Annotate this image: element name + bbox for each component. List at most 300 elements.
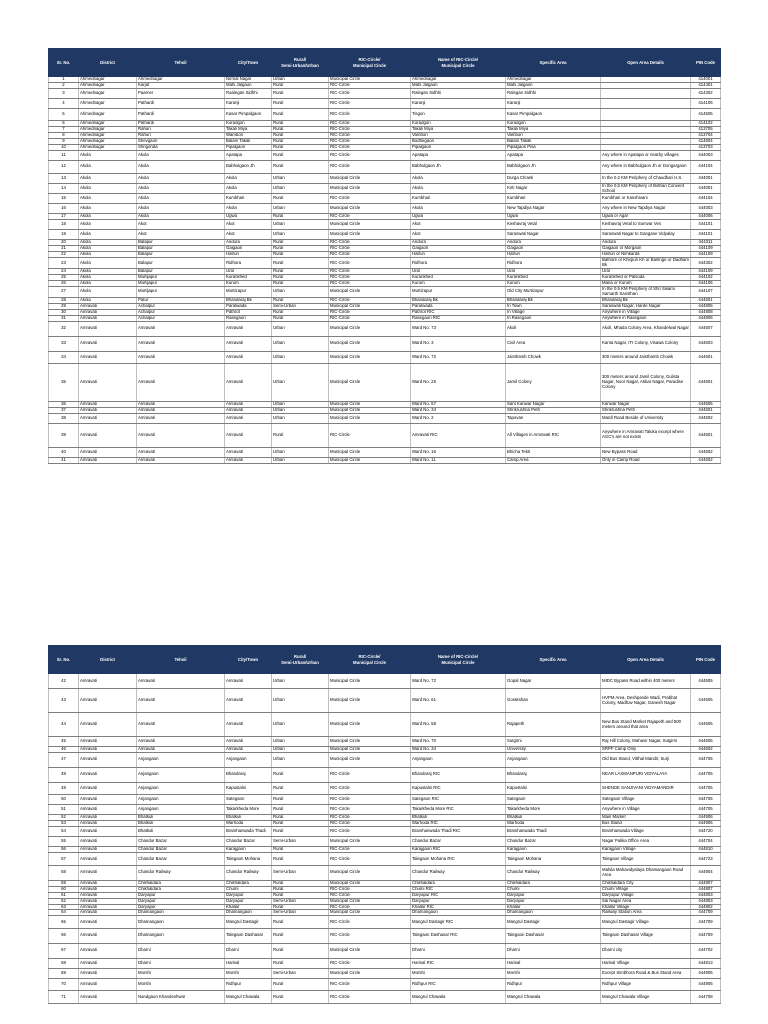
cell-tehsil: Chandur Bazar (137, 837, 225, 847)
cell-specific-area: Camp Area (506, 457, 601, 463)
cell-district: Ahmednagar (79, 145, 137, 151)
cell-circle-name: Karajgaon RIC (411, 847, 506, 853)
cell-area-type: Rural (272, 139, 329, 145)
cell-city-town: Kasar Pimpalgaon (225, 108, 272, 121)
cell-area-type: Urban (272, 447, 329, 457)
cell-district: Akola (79, 230, 137, 240)
cell-pin-code: 444708 (691, 991, 721, 1004)
cell-specific-area: Bhatkuli (506, 815, 601, 821)
cell-circle-name: Karanji (411, 98, 506, 108)
cell-pin-code: 444601 (691, 407, 721, 413)
cell-district: Amravati (79, 752, 137, 767)
cell-circle-type: Municipal Circle (329, 77, 411, 83)
cell-city-town: Murtizapur (225, 286, 272, 297)
cell-circle-name: Harisal RIC (411, 958, 506, 968)
cell-city-town: Takarkheda More (225, 805, 272, 815)
cell-district: Amravati (79, 916, 137, 929)
cell-specific-area: Daryapur (506, 898, 601, 904)
cell-area-type: Rural (272, 121, 329, 127)
cell-circle-name: Ural (411, 269, 506, 275)
cell-specific-area: Hatrun (506, 252, 601, 258)
open-area-table-1 (48, 48, 721, 464)
cell-pin-code: 444705 (691, 767, 721, 782)
cell-specific-area: Kumbhari (506, 194, 601, 204)
cell-pin-code: 444106 (691, 280, 721, 286)
cell-pin-code: 444605 (691, 689, 721, 713)
cell-circle-name: Daryapur RIC (411, 892, 506, 898)
cell-circle-name: Mangrul Chawala (411, 991, 506, 1004)
cell-city-town: Rasegaon (225, 315, 272, 321)
cell-open-area-details: Chumi Village (601, 886, 691, 892)
cell-sr-no: 26 (49, 280, 79, 286)
cell-specific-area: Chandur Bazar (506, 837, 601, 847)
cell-pin-code: 444702 (691, 943, 721, 958)
cell-tehsil: Amravati (137, 457, 225, 463)
cell-specific-area: Ural (506, 269, 601, 275)
cell-circle-name: Kapustalni RIC (411, 782, 506, 795)
cell-specific-area: Chikhaldara (506, 880, 601, 886)
cell-circle-name: Ward No. 25 (411, 364, 506, 402)
table-row (49, 782, 721, 795)
table-row (49, 364, 721, 402)
cell-circle-name: Ridhpur RIC (411, 978, 506, 991)
cell-specific-area: Karanji (506, 98, 601, 108)
cell-city-town: Dhamangaon (225, 910, 272, 916)
cell-tehsil: Shrigonda (137, 145, 225, 151)
cell-circle-name: Pipalgaon (411, 145, 506, 151)
cell-area-type: Urban (272, 321, 329, 336)
cell-circle-type: RIC-Circle (329, 145, 411, 151)
cell-area-type: Urban (272, 183, 329, 194)
cell-area-type: Semi-Urban (272, 303, 329, 309)
cell-tehsil: Amravati (137, 351, 225, 364)
cell-pin-code: 444001 (691, 173, 721, 183)
cell-open-area-details: Any where in Apatapa or nearby villages (601, 151, 691, 161)
cell-tehsil: Amravati (137, 737, 225, 747)
cell-circle-type: Municipal Circle (329, 336, 411, 351)
cell-tehsil: Chandur Bazar (137, 853, 225, 866)
cell-tehsil: Amravati (137, 402, 225, 408)
cell-city-town: Amravati (225, 407, 272, 413)
cell-circle-name: Kumbhari (411, 194, 506, 204)
cell-sr-no: 32 (49, 321, 79, 336)
cell-pin-code: 444723 (691, 853, 721, 866)
cell-tehsil: Rahuri (137, 133, 225, 139)
cell-area-type: Rural (272, 258, 329, 269)
col-header-city-town: City/Town (225, 49, 272, 77)
cell-open-area-details: Bus Stand (601, 821, 691, 827)
cell-district: Ahmednagar (79, 82, 137, 88)
cell-sr-no: 58 (49, 865, 79, 880)
cell-pin-code: 444806 (691, 303, 721, 309)
cell-district: Amravati (79, 674, 137, 689)
cell-specific-area: Rajapeth (506, 713, 601, 737)
cell-circle-type: Municipal Circle (329, 713, 411, 737)
col-header-circle-type: RIC-Circle/ Municipal Circle (329, 49, 411, 77)
cell-city-town: Kapustalni (225, 782, 272, 795)
cell-open-area-details: Dharni city (601, 943, 691, 958)
table-row (49, 108, 721, 121)
cell-circle-type: RIC-Circle (329, 795, 411, 805)
cell-area-type: Rural (272, 161, 329, 174)
cell-circle-name: Kurankhed (411, 275, 506, 281)
cell-pin-code: 414106 (691, 98, 721, 108)
cell-pin-code: 444109 (691, 246, 721, 252)
cell-district: Amravati (79, 886, 137, 892)
cell-area-type: Rural (272, 958, 329, 968)
cell-area-type: Urban (272, 220, 329, 230)
table-row (49, 795, 721, 805)
cell-pin-code: 444101 (691, 220, 721, 230)
cell-circle-name: Amravati RIC (411, 423, 506, 447)
cell-circle-type: RIC-Circle (329, 98, 411, 108)
table-row (49, 258, 721, 269)
cell-sr-no: 65 (49, 916, 79, 929)
cell-district: Ahmednagar (79, 108, 137, 121)
cell-district: Akola (79, 258, 137, 269)
cell-specific-area: Durga Chowk (506, 173, 601, 183)
cell-area-type: Rural (272, 978, 329, 991)
cell-area-type: Rural (272, 928, 329, 943)
cell-city-town: Amravati (225, 447, 272, 457)
col-header-city-town: City/Town (225, 646, 272, 674)
cell-tehsil: Akola (137, 151, 225, 161)
cell-circle-type: RIC-Circle (329, 240, 411, 246)
cell-tehsil: Achalpur (137, 303, 225, 309)
cell-tehsil: Akola (137, 173, 225, 183)
cell-area-type: Rural (272, 795, 329, 805)
cell-sr-no: 4 (49, 98, 79, 108)
cell-area-type: Urban (272, 737, 329, 747)
cell-district: Amravati (79, 978, 137, 991)
cell-sr-no: 48 (49, 767, 79, 782)
cell-district: Akola (79, 204, 137, 214)
cell-circle-type: RIC-Circle (329, 315, 411, 321)
cell-sr-no: 14 (49, 183, 79, 194)
cell-tehsil: Karjat (137, 82, 225, 88)
cell-open-area-details: SHENDE SANJIVANI VIDYAMANDIR (601, 782, 691, 795)
table-row (49, 827, 721, 837)
cell-circle-type: Municipal Circle (329, 837, 411, 847)
cell-city-town: Kumbhari (225, 194, 272, 204)
table-row (49, 865, 721, 880)
cell-district: Amravati (79, 815, 137, 821)
cell-specific-area: Dharni (506, 943, 601, 958)
cell-area-type: Rural (272, 315, 329, 321)
cell-sr-no: 30 (49, 309, 79, 315)
cell-area-type: Rural (272, 98, 329, 108)
cell-sr-no: 18 (49, 220, 79, 230)
cell-city-town: Amravati (225, 747, 272, 753)
cell-sr-no: 25 (49, 275, 79, 281)
cell-circle-type: RIC-Circle (329, 782, 411, 795)
cell-city-town: Morshi (225, 968, 272, 978)
cell-district: Amravati (79, 892, 137, 898)
cell-pin-code: 444001 (691, 183, 721, 194)
table-row (49, 351, 721, 364)
cell-circle-name: Bhandaraj RIC (411, 767, 506, 782)
cell-area-type: Rural (272, 127, 329, 133)
cell-circle-type: RIC-Circle (329, 958, 411, 968)
cell-city-town: Chandur Railway (225, 865, 272, 880)
cell-open-area-details: In the 0.2 KM Periphery of Chaudhari H.S. (601, 173, 691, 183)
table-row (49, 968, 721, 978)
cell-circle-type: Municipal Circle (329, 752, 411, 767)
cell-circle-name: Akola (411, 173, 506, 183)
cell-sr-no: 27 (49, 286, 79, 297)
cell-circle-type: Municipal Circle (329, 364, 411, 402)
cell-city-town: Raalegan Sidhhi (225, 88, 272, 98)
cell-area-type: Rural (272, 892, 329, 898)
cell-area-type: Urban (272, 689, 329, 713)
cell-city-town: Amravati (225, 737, 272, 747)
cell-city-town: Amravati (225, 364, 272, 402)
cell-pin-code: 444709 (691, 916, 721, 929)
cell-sr-no: 19 (49, 230, 79, 240)
cell-open-area-details: Except Simbhora Road & Bus Stand Area (601, 968, 691, 978)
cell-circle-type: RIC-Circle (329, 133, 411, 139)
cell-district: Amravati (79, 303, 137, 309)
cell-circle-type: RIC-Circle (329, 246, 411, 252)
cell-pin-code: 444104 (691, 194, 721, 204)
table-row (49, 689, 721, 713)
cell-pin-code: 414505 (691, 108, 721, 121)
cell-pin-code: 444705 (691, 805, 721, 815)
cell-area-type: Semi-Urban (272, 898, 329, 904)
cell-circle-type: RIC-Circle (329, 108, 411, 121)
cell-district: Akola (79, 269, 137, 275)
cell-pin-code: 444603 (691, 336, 721, 351)
cell-specific-area: Takarkheda More (506, 805, 601, 815)
cell-city-town: Paratwada (225, 303, 272, 309)
table-row (49, 183, 721, 194)
open-area-table-2 (48, 645, 721, 1004)
cell-sr-no: 13 (49, 173, 79, 183)
cell-tehsil: Anjangaon (137, 805, 225, 815)
cell-sr-no: 36 (49, 402, 79, 408)
cell-city-town: Bhandaraj (225, 767, 272, 782)
cell-specific-area: Bhandaraj Bk (506, 297, 601, 303)
table-row (49, 204, 721, 214)
table-page-1 (48, 48, 720, 464)
cell-area-type: Rural (272, 280, 329, 286)
col-header-district: District (79, 49, 137, 77)
cell-circle-type: Municipal Circle (329, 183, 411, 194)
cell-circle-type: Municipal Circle (329, 898, 411, 904)
cell-sr-no: 34 (49, 351, 79, 364)
cell-district: Amravati (79, 991, 137, 1004)
cell-pin-code: 444904 (691, 865, 721, 880)
cell-pin-code: 444006 (691, 214, 721, 220)
col-header-circle-type: RIC-Circle/ Municipal Circle (329, 646, 411, 674)
cell-area-type: Urban (272, 407, 329, 413)
cell-specific-area: Ugwa (506, 214, 601, 220)
cell-district: Amravati (79, 847, 137, 853)
cell-pin-code: 444107 (691, 286, 721, 297)
cell-circle-name: Bhandaraj Bk (411, 297, 506, 303)
cell-sr-no: 71 (49, 991, 79, 1004)
cell-district: Ahmednagar (79, 98, 137, 108)
cell-circle-name: Sategaon RIC (411, 795, 506, 805)
table-row (49, 943, 721, 958)
cell-area-type: Urban (272, 402, 329, 408)
cell-specific-area: In Village (506, 309, 601, 315)
cell-district: Akola (79, 183, 137, 194)
cell-specific-area: Khallar (506, 904, 601, 910)
cell-sr-no: 20 (49, 240, 79, 246)
cell-open-area-details: MIDC Bypass Road within 400 meters (601, 674, 691, 689)
cell-open-area-details: Sategaon Village (601, 795, 691, 805)
cell-area-type: Rural (272, 827, 329, 837)
table-row (49, 88, 721, 98)
cell-district: Amravati (79, 795, 137, 805)
cell-sr-no: 61 (49, 892, 79, 898)
cell-sr-no: 50 (49, 795, 79, 805)
cell-tehsil: Amravati (137, 747, 225, 753)
cell-city-town: Amravati (225, 336, 272, 351)
cell-specific-area: In Town (506, 303, 601, 309)
cell-sr-no: 8 (49, 133, 79, 139)
cell-pin-code: 444705 (691, 752, 721, 767)
cell-sr-no: 47 (49, 752, 79, 767)
cell-circle-type: RIC-Circle (329, 280, 411, 286)
cell-open-area-details: Kanta Nagar, ITI Colony, Visawa Colony (601, 336, 691, 351)
cell-city-town: Ugwa (225, 214, 272, 220)
cell-sr-no: 57 (49, 853, 79, 866)
cell-circle-type: Municipal Circle (329, 910, 411, 916)
cell-district: Amravati (79, 782, 137, 795)
cell-pin-code: 444605 (691, 402, 721, 408)
table-header-row (49, 646, 721, 674)
cell-tehsil: Anjangaon (137, 767, 225, 782)
cell-area-type: Urban (272, 77, 329, 83)
table-row (49, 194, 721, 204)
cell-specific-area: Bhandaraj (506, 767, 601, 782)
cell-circle-type: Municipal Circle (329, 303, 411, 309)
cell-open-area-details: Keshavraj Vetal to Somvar Ves (601, 220, 691, 230)
cell-circle-type: Municipal Circle (329, 351, 411, 364)
cell-specific-area: Ridhora (506, 258, 601, 269)
cell-specific-area: Chumi (506, 886, 601, 892)
cell-tehsil: Balapur (137, 269, 225, 275)
cell-tehsil: Balapur (137, 240, 225, 246)
cell-pin-code: 444806 (691, 315, 721, 321)
cell-tehsil: Akot (137, 220, 225, 230)
cell-circle-type: RIC-Circle (329, 194, 411, 204)
cell-circle-type: RIC-Circle (329, 827, 411, 837)
cell-circle-type: Municipal Circle (329, 173, 411, 183)
cell-sr-no: 21 (49, 246, 79, 252)
cell-area-type: Rural (272, 252, 329, 258)
cell-open-area-details: Bramhanwada Village (601, 827, 691, 837)
cell-pin-code: 444605 (691, 674, 721, 689)
cell-specific-area: Gorakshan (506, 689, 601, 713)
col-header-circle-name: Name of RIC-Circle/ Municipal Circle (411, 646, 506, 674)
cell-sr-no: 56 (49, 847, 79, 853)
cell-tehsil: Shevgaon (137, 139, 225, 145)
table-row (49, 958, 721, 968)
cell-circle-type: Municipal Circle (329, 968, 411, 978)
table-row (49, 447, 721, 457)
cell-specific-area: Akoli (506, 321, 601, 336)
cell-circle-name: Mangrul Dastagir RIC (411, 916, 506, 929)
cell-city-town: Talegaon Mohana (225, 853, 272, 866)
cell-specific-area: Anjangaon (506, 752, 601, 767)
cell-circle-name: Rasegaon RIC (411, 315, 506, 321)
cell-area-type: Rural (272, 423, 329, 447)
col-header-sr-no: Sr. No. (49, 49, 79, 77)
cell-area-type: Urban (272, 230, 329, 240)
cell-area-type: Urban (272, 674, 329, 689)
cell-district: Amravati (79, 805, 137, 815)
cell-district: Amravati (79, 315, 137, 321)
cell-specific-area: Kapustalni (506, 782, 601, 795)
table-row (49, 161, 721, 174)
cell-district: Amravati (79, 747, 137, 753)
cell-area-type: Rural (272, 297, 329, 303)
cell-area-type: Rural (272, 309, 329, 315)
cell-sr-no: 22 (49, 252, 79, 258)
cell-open-area-details: New Bypass Road (601, 447, 691, 457)
cell-tehsil: Bhatkuli (137, 815, 225, 821)
cell-district: Akola (79, 252, 137, 258)
cell-district: Amravati (79, 413, 137, 423)
cell-open-area-details: Anywhere in Village (601, 309, 691, 315)
cell-area-type: Semi-Urban (272, 910, 329, 916)
cell-tehsil: Dhamangaon (137, 910, 225, 916)
cell-tehsil: Amravati (137, 321, 225, 336)
col-header-specific-area: Specific Area (506, 646, 601, 674)
cell-open-area-details: Talegaon Dashasar Village (601, 928, 691, 943)
col-header-area-type: Rural/ Semi-Urban/Urban (272, 646, 329, 674)
cell-district: Akola (79, 151, 137, 161)
cell-area-type: Rural (272, 886, 329, 892)
cell-circle-name: Tisgon (411, 108, 506, 121)
cell-circle-type: Municipal Circle (329, 204, 411, 214)
cell-tehsil: Amravati (137, 336, 225, 351)
cell-district: Amravati (79, 407, 137, 413)
cell-tehsil: Dharni (137, 943, 225, 958)
cell-city-town: Kurankhed (225, 275, 272, 281)
cell-district: Amravati (79, 713, 137, 737)
cell-city-town: Daryapur (225, 898, 272, 904)
cell-open-area-details: Ural (601, 269, 691, 275)
cell-sr-no: 35 (49, 364, 79, 402)
cell-city-town: Chumi (225, 886, 272, 892)
cell-tehsil: Achalpur (137, 309, 225, 315)
cell-pin-code: 444601 (691, 364, 721, 402)
table-row (49, 336, 721, 351)
cell-sr-no: 69 (49, 968, 79, 978)
cell-pin-code: 444601 (691, 423, 721, 447)
cell-open-area-details: NEAR LAXMANPURI VIDYALAYA (601, 767, 691, 782)
col-header-tehsil: Tehsil (137, 49, 225, 77)
cell-pin-code: 444003 (691, 151, 721, 161)
cell-circle-name: Bhatkuli (411, 815, 506, 821)
cell-pin-code: 413705 (691, 127, 721, 133)
cell-city-town: Koradgon (225, 121, 272, 127)
cell-open-area-details: Mangrul Chawala Village (601, 991, 691, 1004)
cell-pin-code: 444906 (691, 815, 721, 821)
col-header-open-area-details: Open Area Details (601, 49, 691, 77)
cell-open-area-details: 300 meters around Jamil Colony, Gulista Nagar, Noor Nagar, Akbar Nagar, Paradise Colony (601, 364, 691, 402)
cell-city-town: Amravati (225, 423, 272, 447)
cell-district: Ahmednagar (79, 127, 137, 133)
cell-circle-type: RIC-Circle (329, 423, 411, 447)
cell-district: Ahmednagar (79, 77, 137, 83)
cell-specific-area: Civil Area (506, 336, 601, 351)
table-row (49, 928, 721, 943)
